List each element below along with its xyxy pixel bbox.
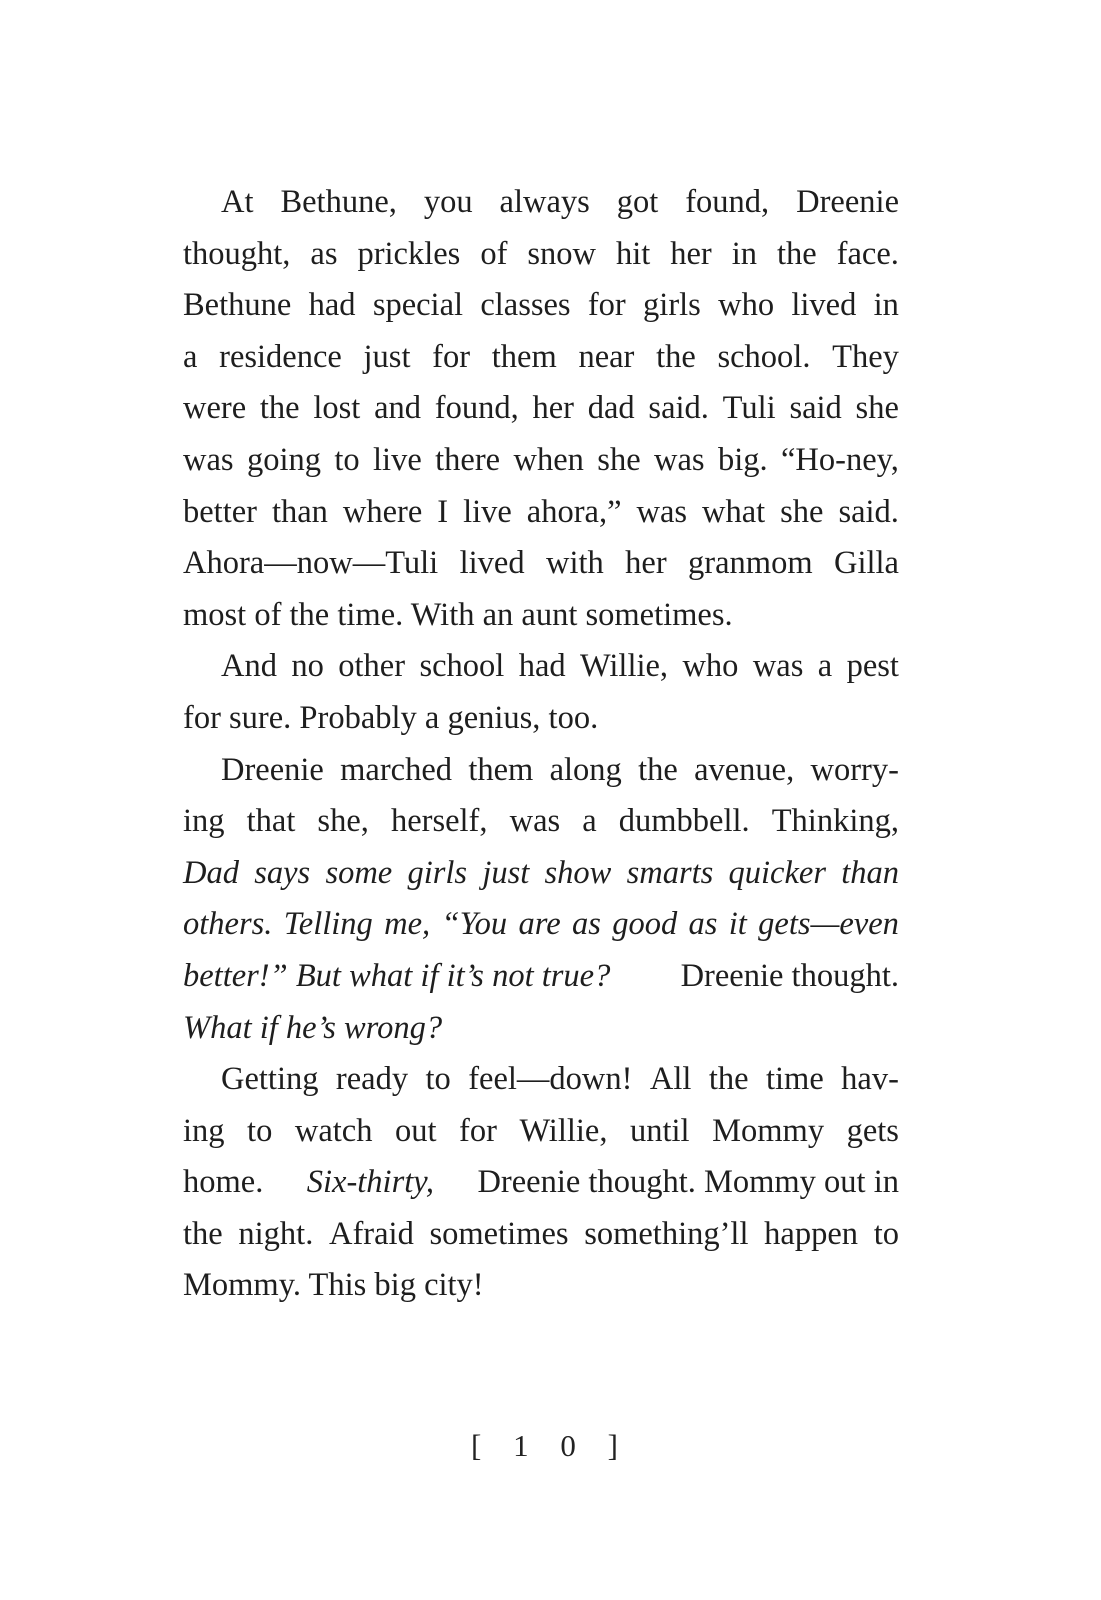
word: sometimes [429,1215,569,1252]
text-line [183,641,899,693]
italic-text-line [183,1003,899,1055]
word: a [582,803,597,840]
word: And [221,648,277,685]
word: Telling [283,906,373,943]
word: smarts [626,854,714,891]
word: gets [846,1112,899,1149]
word: she [597,441,641,478]
word: who [718,287,775,324]
word: lived [791,287,857,324]
word: Afraid [329,1215,414,1252]
word: had [308,287,356,324]
word: she [855,390,899,427]
word: as [310,235,338,272]
word: a [183,338,198,375]
word: to [425,1061,451,1098]
word: when [513,441,584,478]
text-line: Mommy. This big city! [183,1267,484,1304]
word: special [372,287,464,324]
word: until [630,1112,690,1149]
word: the [708,1061,749,1098]
word: said. [648,390,709,427]
word: good [612,906,678,943]
word: other [338,648,406,685]
word: night. [238,1215,314,1252]
text-line [183,1106,899,1158]
word: with [545,545,604,582]
word: Dreenie [796,184,899,220]
word: was [636,493,688,530]
word: Ahora—now—Tuli [183,545,439,582]
word: had [518,648,566,685]
roman-span: home. [183,1164,264,1201]
word: near [578,338,635,375]
word: no [291,648,324,685]
text-line [183,538,899,590]
word: as [688,906,718,943]
word: of [480,235,508,272]
mixed-text-line [183,1157,899,1209]
word: At [221,184,254,220]
word: them [468,751,534,788]
text-line [183,1209,899,1261]
text-line [183,177,899,229]
word: to [247,1112,273,1149]
word: are [518,906,561,943]
word: feel—down! [468,1061,633,1098]
word: granmom [688,545,813,582]
word: thought, [183,235,291,272]
body-text [183,177,899,1312]
word: what [701,493,766,530]
word: Tuli [722,390,776,427]
word: face. [836,235,899,272]
word: classes [480,287,571,324]
word: quicker [728,854,826,891]
word: dumbbell. [618,803,750,840]
word: live [463,493,512,530]
word: in [873,287,899,324]
word: Dad [183,854,239,891]
word: Dreenie [221,751,324,788]
word: time [765,1061,824,1098]
text-line [183,487,899,539]
word: Getting [221,1061,319,1098]
word: snow [527,235,596,272]
word: them [491,338,557,375]
word: along [549,751,622,788]
word: says [254,854,311,891]
word: worry- [810,751,899,788]
word: were [183,390,247,427]
word: a [817,648,833,685]
text-line [183,796,899,848]
word: hit [615,235,651,272]
word: school. [717,338,811,375]
word: Bethune, [280,184,397,220]
text-line: for sure. Probably a genius, too. [183,699,599,736]
word: and [374,390,422,427]
word: They [832,338,899,375]
word: lived [459,545,525,582]
word: got [616,184,659,220]
word: dad [587,390,635,427]
word: in [731,235,757,272]
word: me, [384,906,431,943]
text-line [183,435,899,487]
word: “You [441,906,508,943]
italic-text-line [183,899,899,951]
word: girls [407,854,468,891]
word: ing [183,803,225,840]
word: found, [434,390,519,427]
word: herself, [390,803,488,840]
word: “Ho-ney, [781,441,899,478]
word: that [246,803,296,840]
word: residence [219,338,342,375]
word: All [649,1061,692,1098]
word: always [499,184,590,220]
word: who [682,648,739,685]
word: her [625,545,667,582]
text-line [183,332,899,384]
word: for [587,287,626,324]
word: for [432,338,471,375]
word: than [271,493,328,530]
italic-text-line [183,848,899,900]
text-line [183,1054,899,1106]
text-line [183,280,899,332]
text-line: most of the time. With an aunt sometimes. [183,596,733,633]
word: she [780,493,824,530]
word: Willie, [519,1112,608,1149]
word: big. [717,441,768,478]
word: it [728,906,747,943]
word: said. [838,493,899,530]
word: show [544,854,612,891]
word: marched [340,751,453,788]
word: school [419,648,505,685]
word: live [373,441,422,478]
word: than [841,854,899,891]
word: she, [317,803,369,840]
word: something’ll [584,1215,749,1252]
word: her [532,390,574,427]
word: happen [764,1215,859,1252]
roman-span: Dreenie thought. [680,957,899,994]
word: I [437,493,449,530]
word: as [571,906,601,943]
word: there [435,441,501,478]
word: the [776,235,817,272]
word: going [246,441,321,478]
word: to [873,1215,899,1252]
word: watch [294,1112,373,1149]
word: was [183,441,234,478]
word: Mommy [712,1112,825,1149]
word: to [334,441,360,478]
word: ing [183,1112,225,1149]
text-line [183,745,899,797]
word: pest [846,648,899,685]
text-line [183,229,899,281]
word: was [752,648,804,685]
word: the [183,1215,223,1252]
word: the [638,751,678,788]
word: just [482,854,530,891]
word: Bethune [183,287,292,324]
word: better [183,493,257,530]
word: prickles [357,235,461,272]
word: her [670,235,712,272]
word: was [654,441,705,478]
word: said [789,390,842,427]
word: lost [313,390,361,427]
word: ahora,” [526,493,622,530]
word: some [325,854,393,891]
word: Willie, [580,648,669,685]
word: girls [643,287,701,324]
italic-span: What if he’s wrong? [183,1009,443,1046]
word: Gilla [834,545,899,582]
word: found, [685,184,770,220]
word: avenue, [694,751,795,788]
word: where [342,493,423,530]
word: you [423,184,473,220]
mixed-text-line [183,951,899,1003]
italic-span: better!” But what if it’s not true? [183,957,611,994]
word: out [394,1112,437,1149]
text-line [183,383,899,435]
word: just [363,338,411,375]
word: for [459,1112,497,1149]
word: ready [335,1061,409,1098]
word: the [656,338,696,375]
word: others. [183,906,273,943]
word: Thinking, [771,803,899,840]
roman-span: Dreenie thought. Mommy out in [477,1164,899,1201]
word: gets—even [758,906,899,943]
italic-span: Six-thirty, [306,1164,435,1201]
page-number: [ 1 0 ] [471,1428,630,1463]
word: was [509,803,561,840]
word: hav- [841,1061,899,1098]
word: the [259,390,300,427]
